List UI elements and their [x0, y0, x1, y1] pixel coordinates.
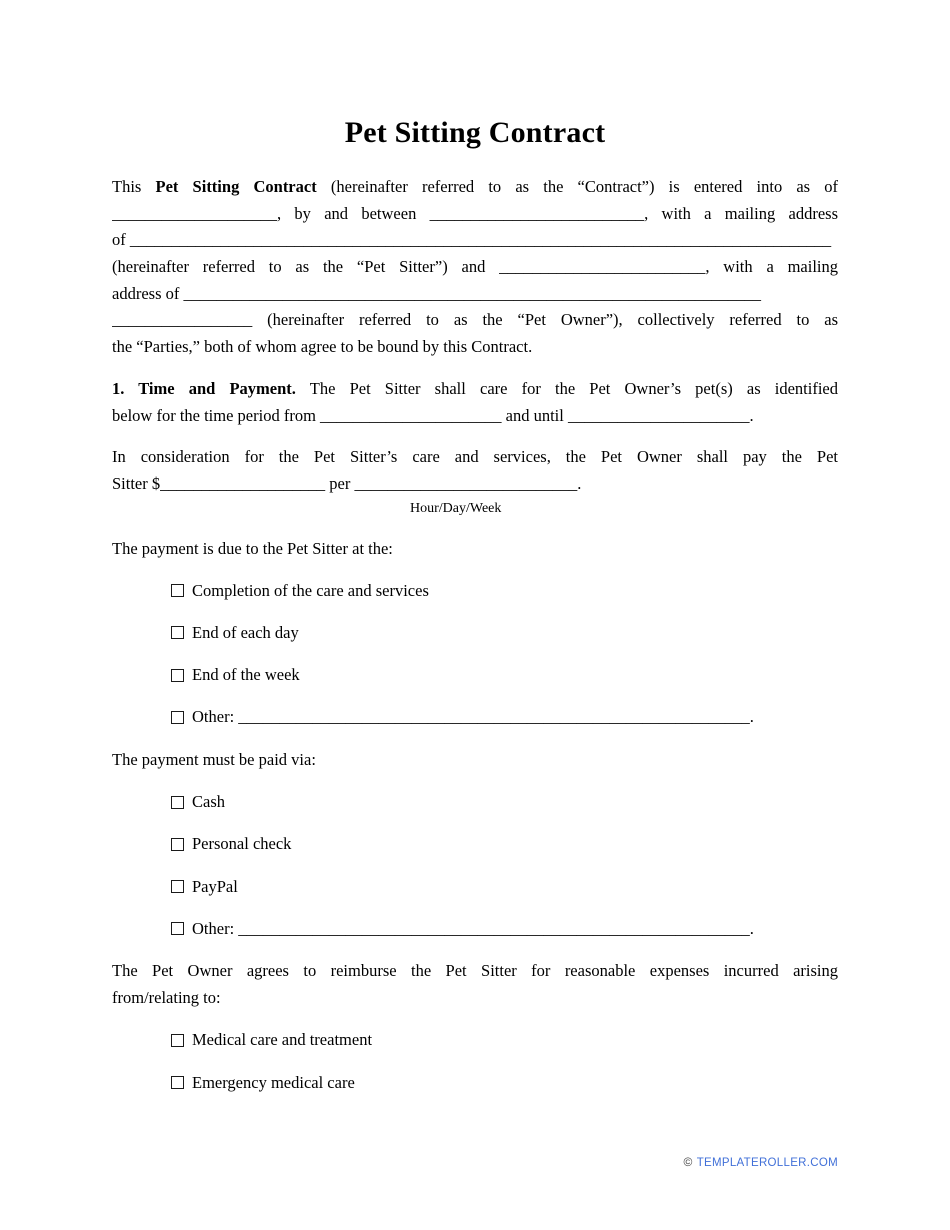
checkbox-emergency-medical-care[interactable] — [171, 1076, 184, 1089]
reimburse-option-emergency-care — [112, 1070, 838, 1097]
intro-line-4: (hereinafter referred to as the “Pet Sitter”) and _________________________, with a mailing — [112, 257, 838, 277]
section-1-heading: 1. Time and Payment. — [112, 378, 296, 398]
payment-due-option-completion — [112, 578, 838, 605]
checkbox-payment-due-other[interactable] — [171, 711, 184, 724]
checkbox-label: Other: ______________________________________________________________. — [192, 707, 754, 727]
reimburse-line-1: The Pet Owner agrees to reimburse the Pet Sitter for reasonable expenses incurred arising — [112, 961, 838, 981]
payment-due-option-end-of-week — [112, 662, 838, 689]
payment-due-option-end-of-day — [112, 620, 838, 647]
consideration-line-1: In consideration for the Pet Sitter’s care and services, the Pet Owner shall pay the Pet — [112, 447, 838, 467]
section-1-time-and-payment — [112, 376, 838, 429]
payment-via-option-other — [112, 916, 838, 943]
checkbox-personal-check[interactable] — [171, 838, 184, 851]
section-1-line-2: below for the time period from ______________________ and until ______________________. — [112, 405, 754, 425]
intro-line-6: _________________ (hereinafter referred to as the “Pet Owner”), collectively referred to as — [112, 310, 838, 330]
document-content — [112, 0, 838, 1096]
checkbox-cash[interactable] — [171, 796, 184, 809]
footer — [684, 1155, 838, 1169]
checkbox-label: Medical care and treatment — [192, 1030, 373, 1050]
intro-line-3: of _____________________________________________________________________________________ — [112, 230, 832, 250]
intro-paragraph — [112, 174, 838, 361]
page-title: Pet Sitting Contract — [344, 116, 606, 149]
checkbox-label: Emergency medical care — [192, 1072, 355, 1092]
payment-due-intro — [112, 536, 838, 563]
payment-via-intro — [112, 747, 838, 774]
checkbox-end-of-the-week[interactable] — [171, 669, 184, 682]
checkbox-label: Completion of the care and services — [192, 580, 429, 600]
payment-due-intro-line: The payment is due to the Pet Sitter at the: — [112, 538, 393, 558]
reimburse-paragraph — [112, 958, 838, 1011]
intro-line-1-pre: This — [112, 177, 156, 196]
section-1-line-1-rest: The Pet Sitter shall care for the Pet Owner’s pet(s) as identified — [295, 378, 838, 398]
checkbox-completion-of-care[interactable] — [171, 584, 184, 597]
checkbox-medical-care[interactable] — [171, 1034, 184, 1047]
checkbox-label: Other: ______________________________________________________________. — [192, 918, 754, 938]
checkbox-end-of-each-day[interactable] — [171, 626, 184, 639]
payment-via-intro-line: The payment must be paid via: — [112, 750, 316, 769]
intro-line-2: ____________________, by and between __________________________, with a mailing address — [112, 203, 838, 223]
payment-via-option-paypal — [112, 874, 838, 901]
intro-line-1 — [112, 174, 838, 201]
checkbox-label: End of the week — [192, 665, 300, 685]
hour-day-week-label: Hour/Day/Week — [410, 500, 502, 516]
intro-line-1-bold: Pet Sitting Contract — [155, 177, 317, 196]
intro-line-5: address of ______________________________________________________________________ — [112, 283, 761, 303]
payment-due-option-other — [112, 704, 838, 731]
consideration-paragraph — [112, 444, 838, 519]
reimburse-line-2: from/relating to: — [112, 988, 221, 1008]
section-1-line-1 — [112, 376, 838, 403]
intro-line-1-rest: (hereinafter referred to as the “Contract”) is entered into as of — [316, 177, 838, 196]
checkbox-label: PayPal — [192, 876, 238, 896]
checkbox-payment-via-other[interactable] — [171, 922, 184, 935]
checkbox-paypal[interactable] — [171, 880, 184, 893]
payment-via-option-cash — [112, 789, 838, 816]
templateroller-link[interactable]: TEMPLATEROLLER.COM — [696, 1157, 838, 1169]
checkbox-label: End of each day — [192, 622, 299, 642]
payment-via-option-personal-check — [112, 831, 838, 858]
checkbox-label: Cash — [192, 792, 225, 812]
intro-line-7: the “Parties,” both of whom agree to be bound by this Contract. — [112, 337, 533, 357]
consideration-line-2: Sitter $____________________ per ___________________________. — [112, 473, 582, 493]
checkbox-label: Personal check — [192, 834, 292, 854]
copyright-icon: © — [683, 1155, 693, 1169]
reimburse-option-medical-care — [112, 1027, 838, 1054]
